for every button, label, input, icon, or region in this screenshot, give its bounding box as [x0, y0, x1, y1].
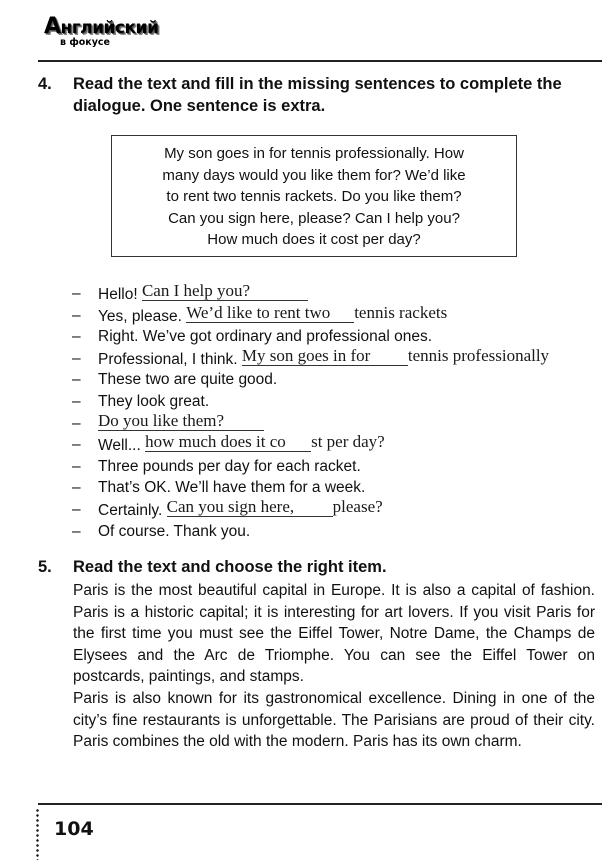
line-text: Yes, please.	[98, 307, 182, 325]
sentence-bank-line: Can you sign here, please? Can I help you?	[168, 209, 460, 227]
page-number: 104	[54, 818, 94, 840]
task-number: 4.	[38, 75, 52, 93]
line-text: Professional, I think.	[98, 350, 238, 368]
dash: –	[72, 285, 81, 302]
handwritten-continuation: please?	[332, 496, 383, 516]
handwritten-answer: Can you sign here,	[166, 496, 295, 516]
task-number: 5.	[38, 558, 52, 576]
answer-blank[interactable]	[98, 410, 264, 431]
reading-text	[73, 580, 595, 753]
dash: –	[72, 479, 81, 497]
handwritten-answer: My son goes in for	[241, 345, 371, 365]
line-text: Three pounds per day for each racket.	[98, 457, 361, 475]
line-text: Of course. Thank you.	[98, 522, 251, 540]
line-text: Right. We’ve got ordinary and professional ones.	[98, 328, 433, 346]
logo-title	[44, 14, 159, 39]
task-instruction: Read the text and choose the right item.	[73, 558, 387, 576]
dash: –	[72, 328, 81, 346]
line-text: Well...	[98, 437, 141, 455]
line-text: These two are quite good.	[98, 371, 278, 389]
answer-blank[interactable]	[145, 434, 311, 452]
sentence-bank-box	[111, 135, 517, 257]
answer-blank[interactable]	[166, 496, 333, 517]
dash: –	[72, 392, 81, 410]
handwritten-continuation: st per day?	[311, 432, 385, 452]
sentence-bank-line: to rent two tennis rackets. Do you like them?	[166, 188, 462, 205]
line-text: Certainly.	[98, 501, 163, 519]
sentence-bank-line: many days would you like them for? We’d like	[162, 166, 466, 184]
handwritten-answer: Do you like them?	[98, 410, 225, 430]
answer-blank[interactable]	[241, 345, 408, 366]
line-text: That’s OK. We’ll have them for a week.	[98, 479, 366, 497]
sentence-bank-line: How much does it cost per day?	[207, 231, 421, 248]
handwritten-continuation: tennis professionally	[407, 345, 550, 365]
handwritten-answer: how much does it co	[145, 432, 286, 452]
textbook-logo	[44, 14, 159, 48]
dash: –	[72, 500, 81, 518]
header-rule	[38, 60, 602, 62]
logo-initial: А	[44, 14, 61, 39]
logo-subtitle: в фокусе	[60, 37, 110, 48]
handwritten-continuation: tennis rackets	[354, 302, 448, 322]
line-text: They look great.	[98, 392, 210, 410]
sentence-bank-line: My son goes in for tennis professionally. How	[164, 145, 464, 162]
paragraph: Paris is the most beautiful capital in Europe. It is also a capital of fashion. Paris is a historic capital; it is interesting for art lovers. If you visit Paris for the first time you must see the Eiffel Tower, Notre Dame, the Champs de Elysees and the Arc de Triomphe. You can see the Eiffel Tower on postcards, paintings, and stamps.	[73, 582, 595, 686]
answer-blank[interactable]	[142, 283, 308, 301]
dash: –	[72, 306, 81, 324]
logo-rest: нглийский	[60, 18, 159, 38]
dash: –	[72, 349, 81, 367]
dash: –	[72, 371, 81, 389]
dotted-margin-line	[36, 808, 39, 860]
dash: –	[72, 522, 81, 540]
footer-rule	[38, 803, 602, 805]
line-text: Hello!	[98, 286, 138, 303]
dash: –	[72, 414, 81, 432]
dash: –	[72, 436, 81, 454]
answer-blank[interactable]	[186, 302, 354, 323]
handwritten-answer: Can I help you?	[141, 281, 251, 300]
task-instruction: Read the text and fill in the missing sentences to complete the dialogue. One sentence is extra.	[73, 75, 562, 115]
handwritten-answer: We’d like to rent two	[186, 302, 331, 322]
paragraph: Paris is also known for its gastronomical excellence. Dining in one of the city’s fine restaurants is unforgettable. The Parisians are proud of their city. Paris combines the old with the modern. Paris has its own charm.	[73, 689, 595, 751]
dash: –	[72, 457, 81, 475]
